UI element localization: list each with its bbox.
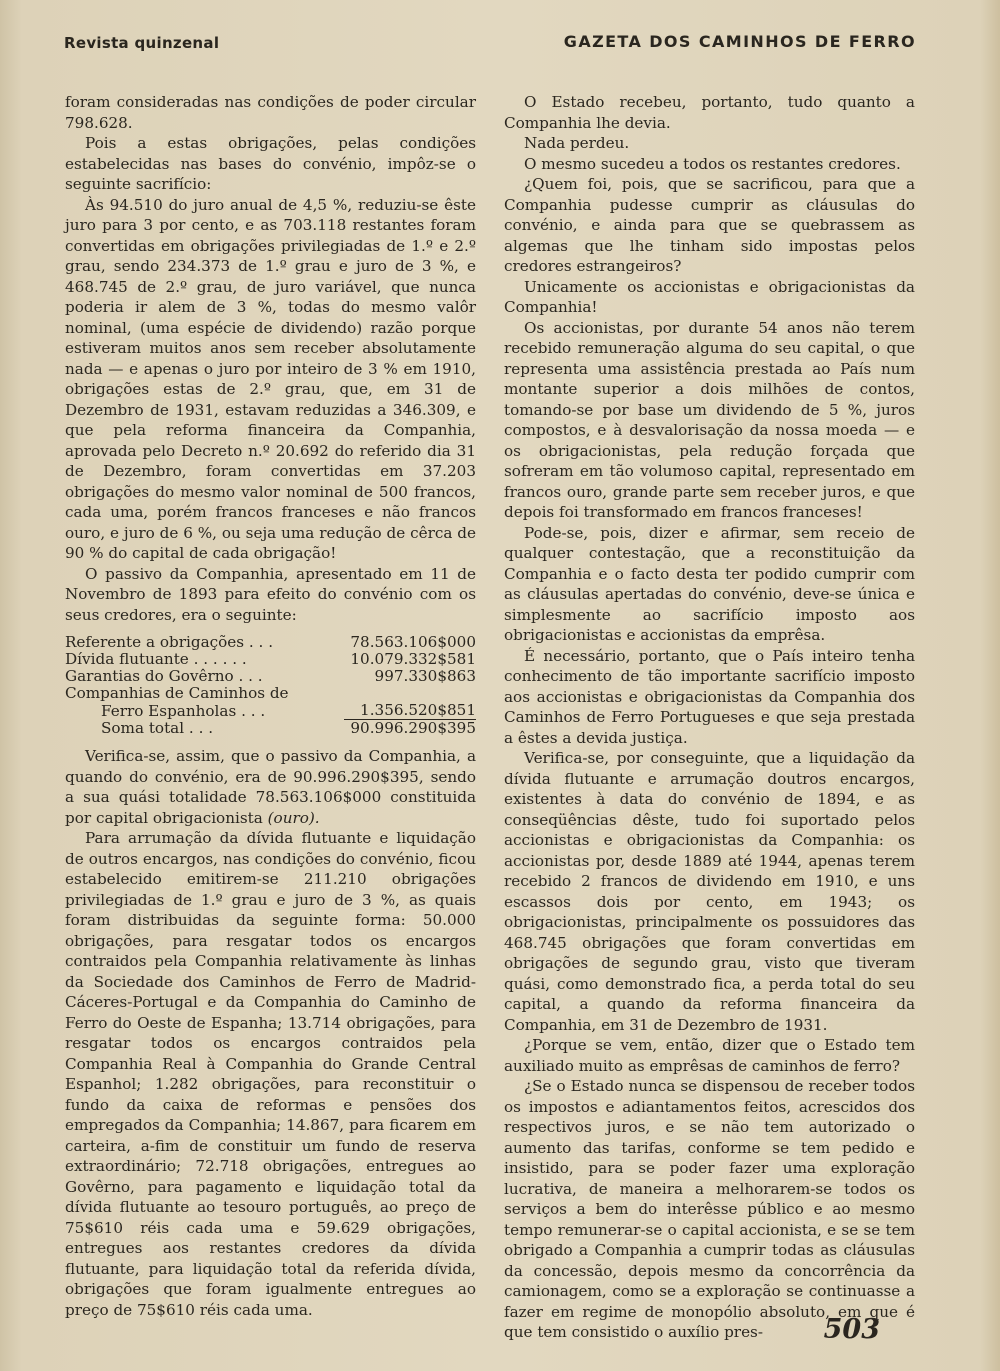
paragraph: O passivo da Companhia, apresentado em 11 de Novembro de 1893 para efeito do convénio com os seus credores, era o seguinte: [65,564,476,624]
table-row-total [65,720,476,738]
table-cell-amount: 90.996.290$395 [344,720,476,738]
table-cell-label: Referente a obrigações . . . [65,633,274,651]
paragraph: Para arrumação da dívida flutuante e liquidação de outros encargos, nas condições do convénio, ficou estabelecido emitirem-se 211.210 obrigações privilegiadas de 1.º grau e juro de 3 %, as quais foram distribuidas da seguinte forma: 50.000 obrigações, para resgatar todos os encargos contraidos pela Companhia relativamente às linhas da Sociedade dos Caminhos de Ferro de Madrid-Cáceres-Portugal e da Companhia do Caminho de Ferro do Oeste de Espanha; 13.714 obrigações, para resgatar todos os encargos contraidos pela Companhia Real à Companhia do Grande Central Espanhol; 1.282 obrigações, para reconstituir o fundo da caixa de reformas e pensões dos empregados da Companhia; 14.867, para ficarem em carteira, a-fim de constituir um fundo de reserva extraordinário; 72.718 obrigações, entregues ao Govêrno, para pagamento e liquidação total da dívida flutuante ao tesouro português, ao preço de 75$610 réis cada uma e 59.629 obrigações, entregues aos restantes credores da dívida flutuante, para liquidação total da referida dívida, obrigações que foram igualmente entregues ao preço de 75$610 réis cada uma. [65,829,476,1319]
table-cell-amount: 78.563.106$000 [350,633,476,651]
table-cell-amount [344,685,476,702]
emphasis-text: (ouro). [267,808,320,827]
table-cell-amount: 10.079.332$581 [350,650,476,668]
paragraph: Nada perdeu. [524,134,630,152]
table-row [65,668,476,685]
paragraph-text: Verifica-se, assim, que o passivo da Companhia, a quando do convénio, era de 90.996.290$395, sendo a sua quási totalidade 78.563.106$000 constituida por capital obrigacionista [65,747,476,827]
table-cell-label: Soma total . . . [101,719,214,737]
paragraph: ¿Se o Estado nunca se dispensou de receber todos os impostos e adiantamentos feitos, acrescidos dos respectivos juros, e se não tem autorizado o aumento das tarifas, conforme se tem pedido e insistido, para se poder fazer uma exploração lucrativa, de maneira a melhorarem-se todos os serviços a bem do interêsse público e ao mesmo tempo remunerar-se o capital accionista, e se se tem obrigado a Companhia a cumprir todas as cláusulas da concessão, depois mesmo da concorrência da camionagem, como se a exploração se continuasse a fazer em regime de monopólio absoluto, em que é que tem consistido o auxílio pres- [504,1077,915,1341]
right-column [504,92,915,1343]
paragraph: foram consideradas nas condições de poder circular 798.628. [65,93,476,132]
paragraph [65,746,476,828]
running-header-left: Revista quinzenal [64,34,220,52]
paragraph: É necessário, portanto, que o País inteiro tenha conhecimento de tão importante sacrifício imposto aos accionistas e obrigacionistas da Companhia dos Caminhos de Ferro Portugueses e que seja prestada a êstes a devida justiça. [504,646,915,747]
paragraph: ¿Quem foi, pois, que se sacrificou, para que a Companhia pudesse cumprir as cláusulas do convénio, e ainda para que se quebrassem as algemas que lhe tinham sido impostas pelos credores estrangeiros? [504,175,915,275]
page-number: 503 [823,1314,880,1345]
left-column [65,92,476,1320]
paragraph: O mesmo sucedeu a todos os restantes credores. [524,154,901,173]
paragraph: Os accionistas, por durante 54 anos não terem recebido remuneração alguma do seu capital, o que representa uma assistência prestada ao País num montante superior a dois milhões de contos, tomando-se por base um dividendo de 5 %, juros compostos, e à desvalorisação da nossa moeda — e os obrigacionistas, pela redução forçada que sofreram em tão volumoso capital, representado em francos ouro, grande parte sem receber juros, e que depois foi transformado em francos franceses! [504,318,915,521]
table-cell-label: Dívida flutuante . . . . . . [65,650,247,668]
liabilities-table [65,634,476,737]
table-cell-label: Garantias do Govêrno . . . [65,667,263,685]
paragraph: O Estado recebeu, portanto, tudo quanto a Companhia lhe devia. [504,93,915,132]
table-cell-label: Companhias de Caminhos de [65,684,289,702]
table-row [65,651,476,668]
paragraph: Pois a estas obrigações, pelas condições estabelecidas nas bases do convénio, impôz-se o seguinte sacrifício: [65,134,476,193]
paragraph: Unicamente os accionistas e obrigacionistas da Companhia! [504,277,915,316]
table-row [65,702,476,720]
paragraph: ¿Porque se vem, então, dizer que o Estado tem auxiliado muito as emprêsas de caminhos de ferro? [504,1036,915,1075]
paragraph: Verifica-se, por conseguinte, que a liquidação da dívida flutuante e arrumação doutros encargos, existentes à data do convénio de 1894, e as conseqüências dêste, tudo foi suportado pelos accionistas e obrigacionistas da Companhia: os accionistas por, desde 1889 até 1944, apenas terem recebido 2 francos de dividendo em 1910, e uns escassos dois por cento, em 1943; os obrigacionistas, principalmente os possuidores das 468.745 obrigações que foram convertidas em obrigações de segundo grau, visto que tiveram quási, como demonstrado fica, a perda total do seu capital, a quando da reforma financeira da Companhia, em 31 de Dezembro de 1931. [504,749,915,1034]
paragraph: Às 94.510 do juro anual de 4,5 %, reduziu-se êste juro para 3 por cento, e as 703.118 restantes foram convertidas em obrigações privilegiadas de 1.º e 2.º grau, sendo 234.373 de 1.º grau e juro de 3 %, e 468.745 de 2.º grau, de juro variável, que nunca poderia ir alem de 3 %, todas do mesmo valôr nominal, (uma espécie de dividendo) razão porque estiveram muitos anos sem receber absolutamente nada — e apenas o juro por inteiro de 3 % em 1910, obrigações estas de 2.º grau, que, em 31 de Dezembro de 1931, estavam reduzidas a 346.309, e que pela reforma financeira da Companhia, aprovada pelo Decreto n.º 20.692 do referido dia 31 de Dezembro, foram convertidas em 37.203 obrigações do mesmo valor nominal de 500 francos, cada uma, porém francos franceses e não francos ouro, e juro de 6 %, ou seja uma redução de cêrca de 90 % do capital de cada obrigação! [65,195,476,562]
table-cell-amount: 997.330$863 [374,667,476,685]
table-cell-amount: 1.356.520$851 [344,702,476,720]
running-header-right: GAZETA DOS CAMINHOS DE FERRO [563,32,916,51]
table-cell-label: Ferro Espanholas . . . [101,701,266,720]
table-row [65,685,476,702]
paragraph: Pode-se, pois, dizer e afirmar, sem receio de qualquer contestação, que a reconstituição da Companhia e o facto desta ter podido cumprir com as cláusulas apertadas do convénio, deve-se única e simplesmente ao sacrifício imposto aos obrigacionistas e accionistas da emprêsa. [504,523,915,644]
table-row [65,634,476,651]
